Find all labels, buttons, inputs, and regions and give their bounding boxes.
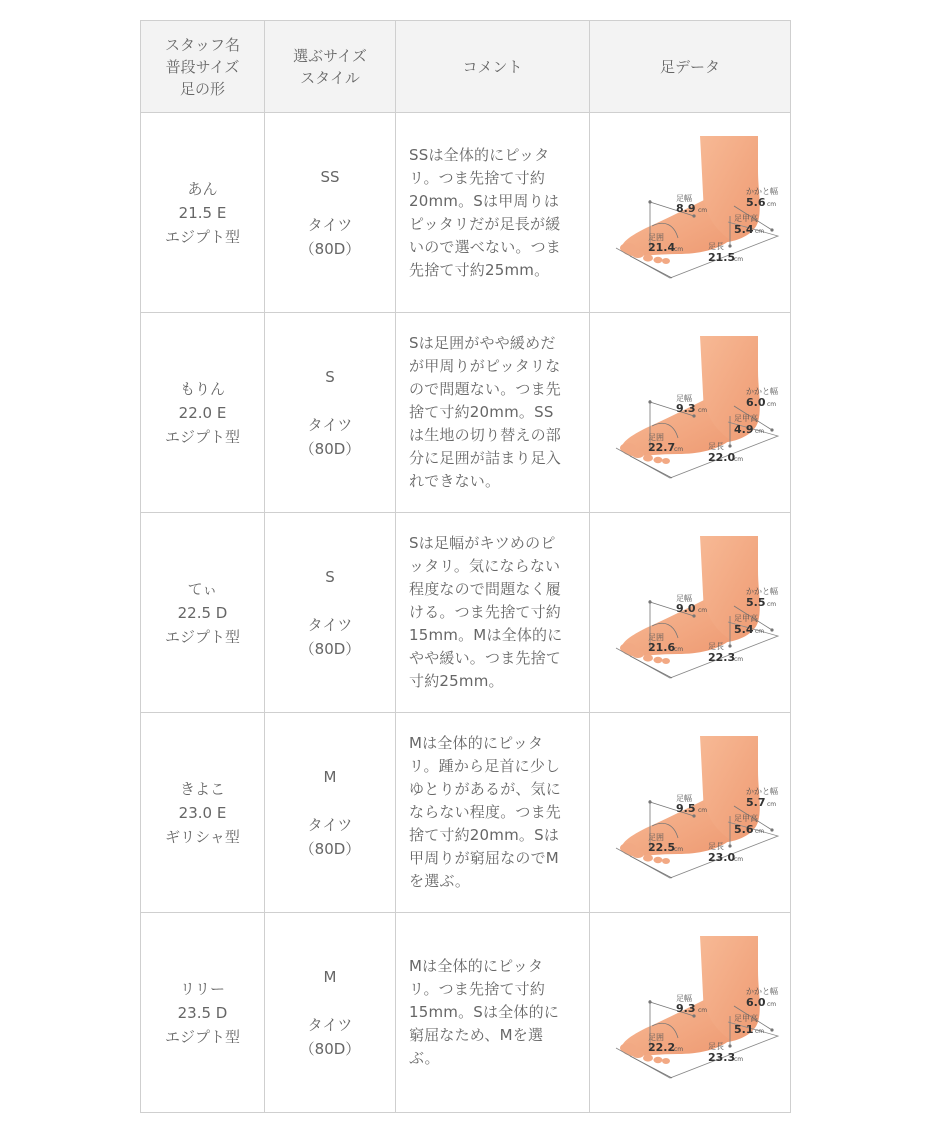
toe-shape (632, 250, 644, 258)
comment-cell (396, 913, 590, 1113)
guide-dot (728, 844, 731, 847)
instep-label: 足甲高 (733, 614, 758, 623)
size-cell (265, 113, 396, 313)
comment-line: リ。踵から足首に少し (409, 757, 561, 775)
instep-value: 5.6 (733, 823, 753, 836)
girth-label: 足囲 (647, 633, 664, 642)
length-label: 足長 (707, 842, 724, 851)
heel-width-label: かかと幅 (745, 387, 778, 396)
fit-table (140, 20, 791, 1113)
width-label: 足幅 (675, 794, 692, 803)
denier-label: （80D） (299, 839, 361, 858)
guide-dot (770, 1028, 773, 1031)
unit-label: cm (697, 607, 707, 614)
header-size-line: スタイル (300, 68, 360, 87)
unit-label: cm (754, 428, 764, 435)
comment-line: リ。つま先捨て寸約 (409, 980, 546, 998)
table-row (141, 913, 791, 1113)
instep-value: 4.9 (733, 423, 753, 436)
comment-line: 程度なので問題なく履 (409, 580, 562, 598)
foot-illustration (608, 330, 778, 495)
comment-line: は生地の切り替えの部 (409, 426, 562, 444)
toe-shape (643, 254, 653, 261)
size-cell (265, 913, 396, 1113)
usual-size: 22.0 E (178, 403, 227, 422)
toe-shape (643, 454, 653, 461)
chosen-size: M (323, 967, 337, 986)
toe-shape (662, 858, 670, 864)
width-value: 8.9 (675, 202, 695, 215)
length-value: 23.0 (707, 851, 735, 864)
style-label: タイツ (307, 215, 353, 234)
style-label: タイツ (307, 415, 353, 434)
instep-value: 5.1 (733, 1023, 753, 1036)
guide-dot (648, 600, 651, 603)
foot-shape: エジプト型 (164, 227, 240, 246)
instep-label: 足甲高 (733, 814, 758, 823)
width-label: 足幅 (675, 194, 692, 203)
foot-data-cell (590, 913, 791, 1113)
header-staff-line: 足の形 (179, 79, 225, 98)
girth-label: 足囲 (647, 233, 664, 242)
size-cell (265, 713, 396, 913)
heel-width-value: 6.0 (745, 996, 765, 1009)
unit-label: cm (697, 407, 707, 414)
comment-line: リ。つま先捨て寸約 (409, 168, 546, 187)
girth-value: 22.2 (647, 1041, 675, 1054)
unit-label: cm (673, 846, 683, 853)
comment-line: 分に足囲が詰まり足入 (409, 449, 562, 467)
toe-shape (643, 654, 653, 661)
comment-line: ゆとりがあるが、気に (409, 780, 562, 798)
heel-width-label: かかと幅 (745, 187, 778, 196)
denier-label: （80D） (299, 639, 361, 658)
toe-shape (632, 450, 644, 458)
unit-label: cm (673, 446, 683, 453)
comment-line: れできない。 (409, 472, 501, 490)
guide-dot (728, 444, 731, 447)
chosen-size: M (323, 767, 337, 786)
length-value: 23.3 (707, 1051, 735, 1064)
foot-shape: エジプト型 (164, 627, 240, 646)
header-staff-line: 普段サイズ (165, 57, 240, 76)
chosen-size: S (325, 367, 335, 386)
unit-label: cm (673, 246, 683, 253)
length-label: 足長 (707, 1042, 724, 1051)
header-size (265, 21, 396, 113)
unit-label: cm (733, 256, 743, 263)
foot-illustration (608, 130, 778, 295)
unit-label: cm (754, 628, 764, 635)
girth-value: 21.6 (647, 641, 675, 654)
guide-dot (648, 400, 651, 403)
usual-size: 23.0 E (178, 803, 227, 822)
comment-line: 先捨て寸約25mm。 (409, 260, 550, 279)
style-label: タイツ (307, 615, 353, 634)
style-label: タイツ (307, 815, 353, 834)
foot-data-cell (590, 313, 791, 513)
comment-line: 窮屈なため、Mを選 (409, 1026, 544, 1044)
toe-shape (632, 1050, 644, 1058)
comment-line: いので選べない。つま (409, 237, 562, 256)
unit-label: cm (697, 807, 707, 814)
instep-label: 足甲高 (733, 1014, 758, 1023)
guide-dot (770, 828, 773, 831)
guide-dot (728, 644, 731, 647)
comment-line: Sは足囲がやや緩めだ (409, 334, 556, 352)
comment-line: 15mm。Mは全体的に (409, 626, 563, 644)
denier-label: （80D） (299, 239, 361, 258)
table-row (141, 113, 791, 313)
denier-label: （80D） (299, 1039, 361, 1058)
heel-width-value: 5.5 (745, 596, 765, 609)
header-footdata: 足データ (590, 21, 791, 113)
unit-label: cm (733, 1056, 743, 1063)
instep-label: 足甲高 (733, 214, 758, 223)
staff-name: あん (187, 179, 218, 198)
width-value: 9.3 (675, 1002, 695, 1015)
guide-dot (728, 1044, 731, 1047)
comment-line: ピッタリだが足長が緩 (409, 214, 561, 233)
length-value: 21.5 (707, 251, 735, 264)
unit-label: cm (673, 1046, 683, 1053)
width-label: 足幅 (675, 394, 692, 403)
girth-label: 足囲 (647, 1033, 664, 1042)
heel-width-value: 6.0 (745, 396, 765, 409)
usual-size: 21.5 E (178, 203, 227, 222)
foot-data-cell (590, 113, 791, 313)
size-cell (265, 513, 396, 713)
header-comment: コメント (396, 21, 590, 113)
instep-label: 足甲高 (733, 414, 758, 423)
comment-cell (396, 313, 590, 513)
comment-line: Mは全体的にピッタ (409, 734, 544, 752)
foot-data-cell (590, 713, 791, 913)
chosen-size: S (325, 567, 335, 586)
girth-label: 足囲 (647, 433, 664, 442)
staff-name: きよこ (179, 779, 225, 798)
comment-line: ぶ。 (409, 1049, 440, 1067)
guide-dot (648, 800, 651, 803)
unit-label: cm (766, 201, 776, 208)
toe-shape (653, 857, 662, 863)
unit-label: cm (754, 228, 764, 235)
width-label: 足幅 (675, 594, 692, 603)
staff-cell (141, 113, 265, 313)
comment-line: SSは全体的にピッタ (409, 145, 550, 164)
comment-line: やや緩い。つま先捨て (409, 649, 562, 667)
table-row (141, 513, 791, 713)
foot-shape: ギリシャ型 (165, 827, 240, 846)
girth-value: 21.4 (647, 241, 675, 254)
heel-width-label: かかと幅 (745, 787, 778, 796)
unit-label: cm (733, 656, 743, 663)
header-size-line: 選ぶサイズ (293, 46, 367, 65)
foot-illustration (608, 730, 778, 895)
guide-dot (770, 428, 773, 431)
width-value: 9.0 (675, 602, 695, 615)
toe-shape (653, 657, 662, 663)
unit-label: cm (754, 1028, 764, 1035)
toe-shape (643, 854, 653, 861)
foot-data-cell (590, 513, 791, 713)
usual-size: 22.5 D (177, 603, 228, 622)
guide-dot (770, 628, 773, 631)
length-label: 足長 (707, 442, 724, 451)
comment-line: Sは足幅がキツめのピ (409, 534, 556, 552)
staff-cell (141, 313, 265, 513)
comment-line: が甲周りがピッタリな (409, 357, 561, 375)
toe-shape (632, 850, 644, 858)
comment-cell (396, 113, 590, 313)
toe-shape (662, 458, 670, 464)
unit-label: cm (673, 646, 683, 653)
toe-shape (653, 257, 662, 263)
instep-value: 5.4 (733, 223, 753, 236)
length-label: 足長 (707, 642, 724, 651)
comment-line: 捨て寸約20mm。Sは (409, 826, 560, 844)
guide-dot (728, 244, 731, 247)
unit-label: cm (766, 601, 776, 608)
toe-shape (662, 1058, 670, 1064)
chosen-size: SS (320, 167, 340, 186)
comment-line: 捨て寸約20mm。SS (409, 403, 554, 421)
unit-label: cm (697, 207, 707, 214)
staff-name: てぃ (187, 579, 218, 598)
toe-shape (662, 658, 670, 664)
comment-line: ならない程度。つま先 (409, 803, 562, 821)
comment-cell (396, 713, 590, 913)
header-staff (141, 21, 265, 113)
heel-width-label: かかと幅 (745, 587, 778, 596)
foot-illustration (608, 530, 778, 695)
comment-line: ッタリ。気にならない (409, 557, 561, 575)
guide-dot (770, 228, 773, 231)
girth-value: 22.5 (647, 841, 675, 854)
length-value: 22.3 (707, 651, 735, 664)
table-row (141, 313, 791, 513)
comment-line: 20mm。Sは甲周りは (409, 191, 560, 210)
unit-label: cm (754, 828, 764, 835)
table-row (141, 713, 791, 913)
width-label: 足幅 (675, 994, 692, 1003)
width-value: 9.5 (675, 802, 695, 815)
staff-name: リリー (179, 979, 225, 998)
guide-dot (648, 200, 651, 203)
staff-cell (141, 513, 265, 713)
denier-label: （80D） (299, 439, 361, 458)
toe-shape (653, 1057, 662, 1063)
width-value: 9.3 (675, 402, 695, 415)
style-label: タイツ (307, 1015, 353, 1034)
heel-width-value: 5.6 (745, 196, 765, 209)
comment-line: ける。つま先捨て寸約 (409, 603, 562, 621)
comment-cell (396, 513, 590, 713)
foot-shape: エジプト型 (164, 1027, 240, 1046)
length-value: 22.0 (707, 451, 735, 464)
comment-line: 寸約25mm。 (409, 672, 504, 690)
unit-label: cm (697, 1007, 707, 1014)
toe-shape (662, 258, 670, 264)
heel-width-value: 5.7 (745, 796, 765, 809)
header-staff-line: スタッフ名 (164, 35, 240, 54)
foot-shape: エジプト型 (164, 427, 240, 446)
staff-cell (141, 713, 265, 913)
comment-line: 甲周りが窮屈なのでM (409, 849, 559, 867)
comment-line: ので問題ない。つま先 (409, 380, 562, 398)
unit-label: cm (733, 856, 743, 863)
staff-name: もりん (179, 379, 225, 398)
girth-label: 足囲 (647, 833, 664, 842)
instep-value: 5.4 (733, 623, 753, 636)
toe-shape (653, 457, 662, 463)
toe-shape (643, 1054, 653, 1061)
comment-line: を選ぶ。 (409, 872, 471, 890)
unit-label: cm (766, 801, 776, 808)
unit-label: cm (733, 456, 743, 463)
heel-width-label: かかと幅 (745, 987, 778, 996)
foot-illustration (608, 930, 778, 1095)
guide-dot (648, 1000, 651, 1003)
comment-line: Mは全体的にピッタ (409, 957, 544, 975)
staff-cell (141, 913, 265, 1113)
usual-size: 23.5 D (177, 1003, 228, 1022)
unit-label: cm (766, 401, 776, 408)
comment-line: 15mm。Sは全体的に (409, 1003, 560, 1021)
toe-shape (632, 650, 644, 658)
size-cell (265, 313, 396, 513)
unit-label: cm (766, 1001, 776, 1008)
header-row (141, 21, 791, 113)
length-label: 足長 (707, 242, 724, 251)
girth-value: 22.7 (647, 441, 675, 454)
